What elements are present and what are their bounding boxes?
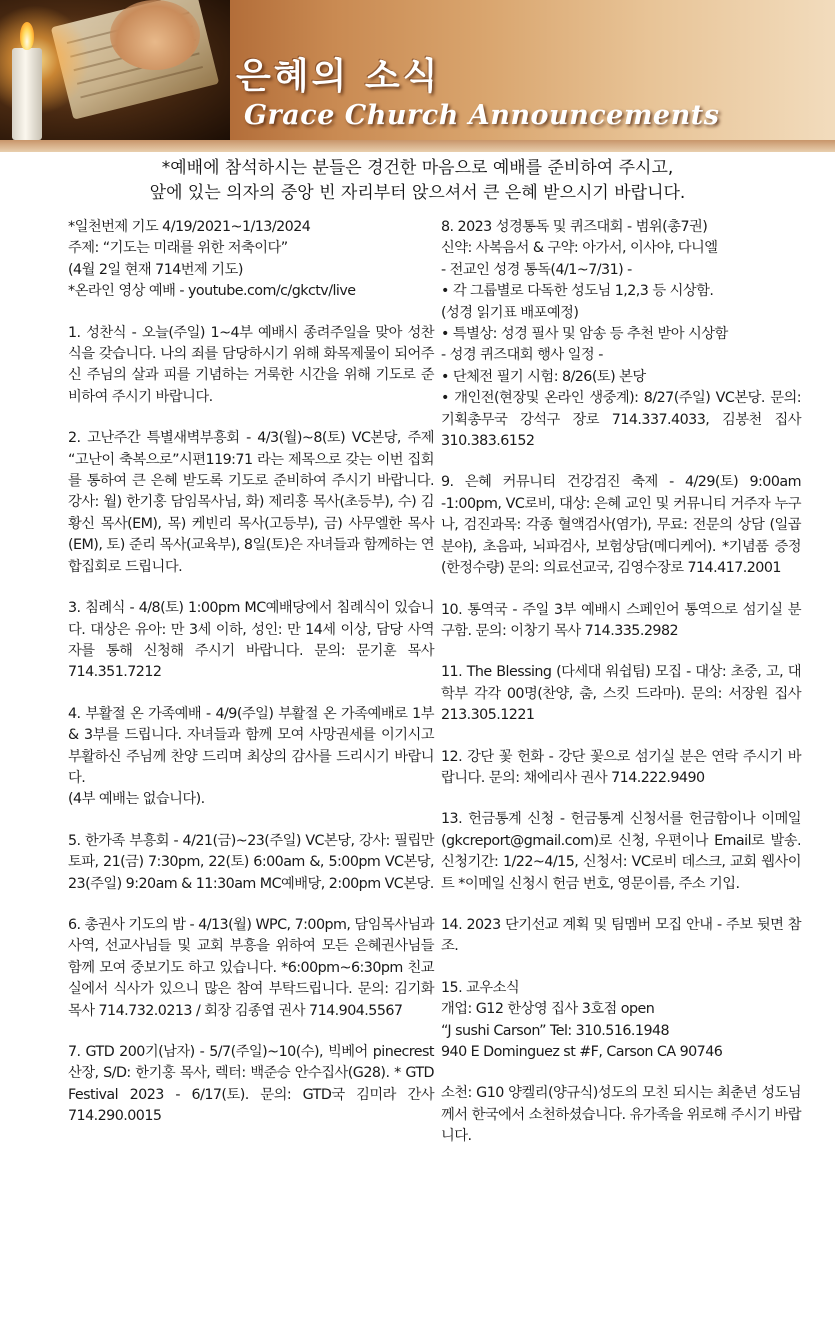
announcement-5: 5. 한가족 부흥회 - 4/21(금)~23(주일) VC본당, 강사: 필립만토파, 21(금) 7:30pm, 22(토) 6:00am &, 5:00pm VC본당, 23(주일) 9:20am & 11:30am MC예배당, 2:00pm VC본당. <box>68 832 434 892</box>
announcement-8-line: • 개인전(현장및 온라인 생중계): 8/27(주일) VC본당. 문의: 기획총무국 강석구 장로 714.337.4033, 김봉천 집사 310.383.6152 <box>441 390 801 450</box>
candle-bible-photo <box>0 0 230 140</box>
announcement-2: 2. 고난주간 특별새벽부흥회 - 4/3(월)~8(토) VC본당, 주제 “고난이 축복으로”시편119:71 라는 제목으로 갖는 이번 집회를 통하여 큰 은혜 받도록 기도로 준비하여 주시기 바랍니다. 강사: 월) 한기홍 담임목사님, 화) 제리홍 목사(초등부), 수) 김황신 목사(EM), 목) 케빈리 목사(고등부), 금) 사무엘한 목사(EM), 토) 준리 목사(교육부), 8일(토)은 자녀들과 함께하는 연합집회로 드립니다. <box>68 430 434 575</box>
intro-block <box>68 217 434 303</box>
announcement-15-line: 15. 교우소식 <box>441 979 520 996</box>
worship-notice <box>0 156 835 206</box>
announcement-8-line: • 단체전 필기 시험: 8/26(토) 본당 <box>441 368 646 385</box>
announcement-10: 10. 통역국 - 주일 3부 예배시 스페인어 통역으로 섬기실 분 구함. 문의: 이창기 목사 714.335.2982 <box>441 601 801 639</box>
announcement-15 <box>441 978 801 1064</box>
announcement-7: 7. GTD 200기(남자) - 5/7(주일)~10(수), 빅베어 pinecrest 산장, S/D: 한기홍 목사, 렉터: 백준승 안수집사(G28). * GTD Festival 2023 - 6/17(토). 문의: GTD국 김미라 간사 714.290.0015 <box>68 1044 434 1125</box>
intro-line: *일천번제 기도 4/19/2021~1/13/2024 <box>68 219 311 235</box>
praying-hands-image <box>110 0 200 70</box>
notice-line-1: *예배에 참석하시는 분들은 경건한 마음으로 예배를 준비하여 주시고, <box>161 158 674 178</box>
left-column <box>68 217 434 1128</box>
announcement-8-line: • 각 그룹별로 다독한 성도님 1,2,3 등 시상함. <box>441 283 714 300</box>
announcement-15-line: “J sushi Carson” Tel: 310.516.1948 <box>441 1022 670 1039</box>
candle-icon <box>12 48 42 140</box>
announcement-3: 3. 침례식 - 4/8(토) 1:00pm MC예배당에서 침례식이 있습니다. 대상은 유아: 만 3세 이하, 성인: 만 14세 이상, 담당 사역자를 통해 신청해 주시기 바랍니다. 문의: 문기훈 목사 714.351.7212 <box>68 600 434 681</box>
announcement-8-line: • 특별상: 성경 필사 및 암송 등 추천 받아 시상함 <box>441 326 728 343</box>
announcement-8-line: 8. 2023 성경통독 및 퀴즈대회 - 범위(총7권) <box>441 219 708 235</box>
announcement-8-line: (성경 읽기표 배포예정) <box>441 304 579 321</box>
right-column <box>441 217 801 1148</box>
page-title: 은혜의 소식 <box>236 56 441 97</box>
page-subtitle: Grace Church Announcements <box>244 100 720 131</box>
announcement-14: 14. 2023 단기선교 계획 및 팀멤버 모집 안내 - 주보 뒷면 참조. <box>441 916 801 955</box>
announcement-4: 4. 부활절 온 가족예배 - 4/9(주일) 부활절 온 가족예배로 1부 & 3부를 드립니다. 자녀들과 함께 모여 사망권세를 이기시고 부활하신 주님께 찬양 드리며 최상의 감사를 드리시기 바랍니다. <box>68 705 434 786</box>
announcement-9: 9. 은혜 커뮤니티 건강검진 축제 - 4/29(토) 9:00am -1:00pm, VC로비, 대상: 은혜 교인 및 커뮤니티 거주자 누구나, 검진과목: 각종 혈액검사(염가), 무료: 전문의 상담 (일곱 분야), 초음파, 뇌파검사, 보험상담(메디케어). *기념품 증정(한정수량) 문의: 의료선교국, 김영수장로 714.417.2001 <box>441 474 801 577</box>
announcement-1: 1. 성찬식 - 오늘(주일) 1~4부 예배시 종려주일을 맞아 성찬식을 갖습니다. 나의 죄를 담당하시기 위해 화목제물이 되어주신 주님의 살과 피를 기념하는 거룩한 시간을 위해 기도로 준비하여 주시기 바랍니다. <box>68 324 434 405</box>
intro-line: (4월 2일 현재 714번제 기도) <box>68 261 243 278</box>
announcement-obituary: 소천: G10 양켈리(양규식)성도의 모친 되시는 최춘년 성도님께서 한국에서 소천하셨습니다. 유가족을 위로해 주시기 바랍니다. <box>441 1085 801 1145</box>
announcement-8-line: 신약: 사복음서 & 구약: 아가서, 이사야, 다니엘 <box>441 240 718 257</box>
announcement-15-line: 개업: G12 한상영 집사 3호점 open <box>441 1001 655 1018</box>
announcement-8-line: - 성경 퀴즈대회 행사 일정 - <box>441 347 603 364</box>
announcement-11: 11. The Blessing (다세대 워쉽팀) 모집 - 대상: 초중, 고, 대학부 각각 00명(찬양, 춤, 스킷 드라마). 문의: 서장원 집사 213.305.1221 <box>441 664 801 724</box>
notice-line-2: 앞에 있는 의자의 중앙 빈 자리부터 앉으셔서 큰 은혜 받으시기 바랍니다. <box>149 183 686 203</box>
announcement-6: 6. 총권사 기도의 밤 - 4/13(월) WPC, 7:00pm, 담임목사님과 사역, 선교사님들 및 교회 부흥을 위하여 모든 은혜권사님들 함께 모여 중보기도 하고 있습니다. *6:00pm~6:30pm 친교실에서 식사가 있으니 많은 참여 부탁드립니다. 문의: 김기화 목사 714.732.0213 / 회장 김종엽 권사 714.904.5567 <box>68 916 434 1019</box>
flame-icon <box>20 22 34 50</box>
announcement-15-line: 940 E Dominguez st #F, Carson CA 90746 <box>441 1044 723 1060</box>
announcement-12: 12. 강단 꽃 헌화 - 강단 꽃으로 섬기실 분은 연락 주시기 바랍니다. 문의: 채에리사 권사 714.222.9490 <box>441 748 801 786</box>
announcement-8-line: - 전교인 성경 통독(4/1~7/31) - <box>441 261 632 278</box>
announcement-4-note: (4부 예배는 없습니다). <box>68 791 205 808</box>
banner-bottom-strip <box>0 140 835 152</box>
announcement-8 <box>441 217 801 452</box>
header-banner <box>0 0 835 152</box>
intro-line: 주제: “기도는 미래를 위한 저축이다” <box>68 240 288 257</box>
announcement-13: 13. 헌금통계 신청 - 헌금통계 신청서를 헌금함이나 이메일(gkcreport@gmail.com)로 신청, 우편이나 Email로 발송. 신청기간: 1/22~4/15, 신청서: VC로비 데스크, 교회 웹사이트 *이메일 신청시 헌금 번호, 영문이름, 주소 기입. <box>441 811 801 892</box>
intro-line: *온라인 영상 예배 - youtube.com/c/gkctv/live <box>68 283 356 300</box>
